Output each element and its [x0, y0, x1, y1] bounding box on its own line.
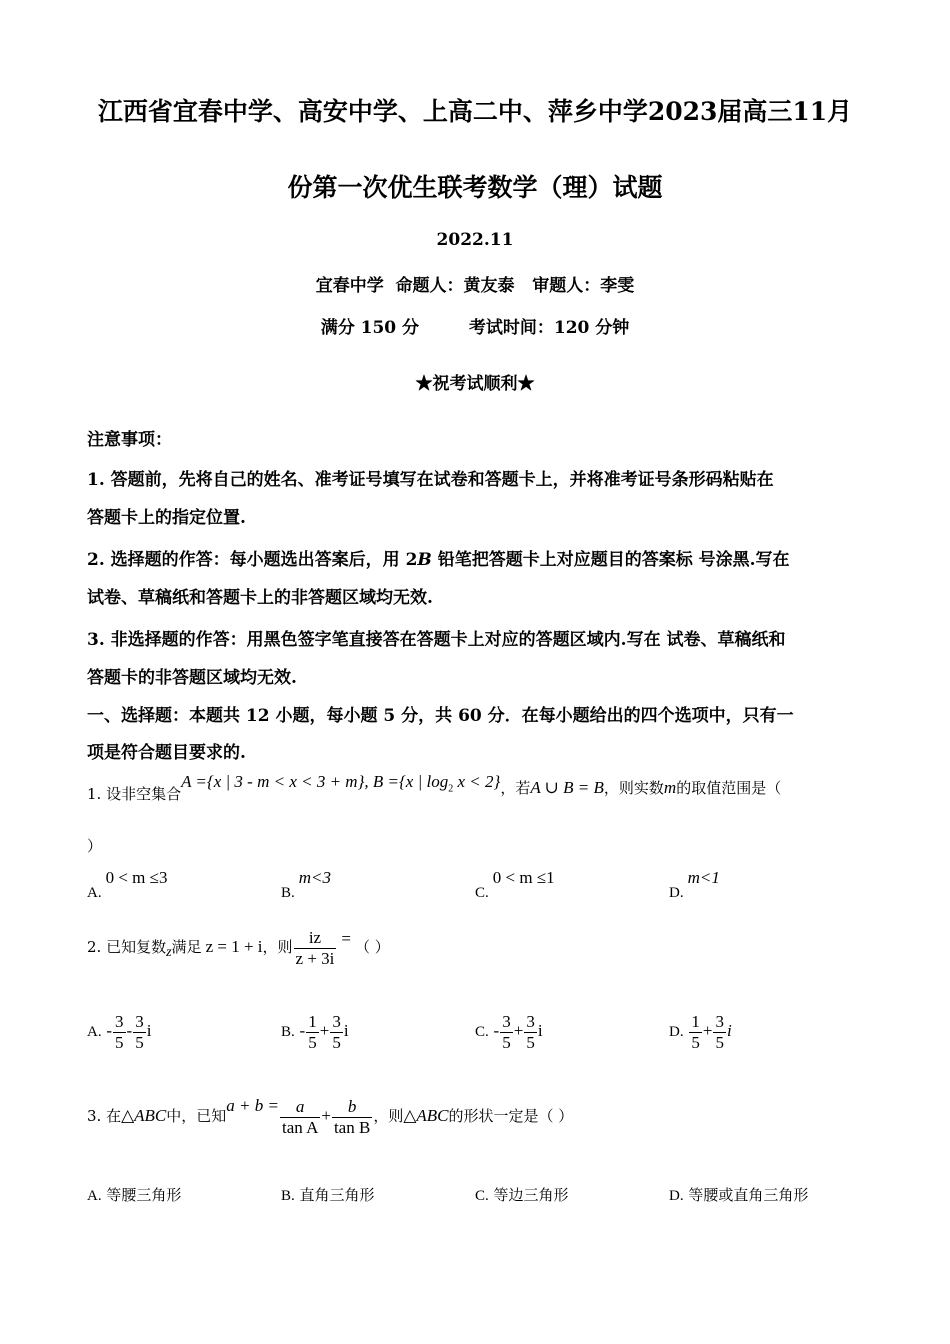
- q2-mid1: 满足: [171, 938, 202, 957]
- q3-fraction-1: $\frac{a}{\text{tan A}}$: [282, 1096, 319, 1137]
- q3-plus: +: [321, 1106, 331, 1125]
- q2-equals: =: [341, 929, 351, 949]
- note-3-line-2: 答题卡的非答题区域均无效.: [87, 668, 297, 688]
- title-line-1: 江西省宜春中学、高安中学、上高二中、萍乡中学2023届高三11月: [97, 97, 853, 126]
- q3-lhs: a + b =: [226, 1096, 279, 1115]
- q2-option-d[interactable]: D. $\frac{1}{5}$ + $\frac{3}{5}$ i: [669, 1012, 732, 1052]
- title-line-2: 份第一次优生联考数学（理）试题: [287, 173, 663, 202]
- q2-option-a[interactable]: A. - $\frac{3}{5}$ - $\frac{3}{5}$ i: [87, 1012, 152, 1052]
- q2-var-z: z: [166, 945, 172, 961]
- q1-prefix: 1. 设非空集合: [87, 785, 182, 803]
- q3-triangle-2: △ABC: [403, 1106, 449, 1125]
- q3-option-a[interactable]: A. 等腰三角形: [87, 1186, 182, 1204]
- q3-mid2: ，则: [373, 1107, 404, 1125]
- q3-mid1: 中，已知: [166, 1107, 227, 1125]
- note-2-line-2: 试卷、草稿纸和答题卡上的非答题区域均无效.: [87, 588, 433, 608]
- exam-time: 考试时间：120 分钟: [468, 318, 630, 338]
- notes-heading: 注意事项：: [87, 430, 172, 450]
- q2-option-c[interactable]: C. - $\frac{3}{5}$ + $\frac{3}{5}$ i: [475, 1012, 543, 1052]
- q1-option-b[interactable]: B.m<3: [281, 868, 332, 901]
- section-1-line-2: 项是符合题目要求的.: [87, 743, 246, 763]
- question-3-stem: [87, 1096, 573, 1137]
- q1-option-a[interactable]: A.0 < m ≤3: [87, 868, 168, 901]
- note-1-line-2: 答题卡上的指定位置.: [87, 508, 246, 528]
- question-1-stem: [87, 772, 781, 804]
- q3-fraction-2: $\frac{b}{\text{tan B}}$: [333, 1096, 371, 1137]
- q2-mid2: ，则: [262, 938, 293, 957]
- q1-set-a: A ={x | 3 - m < x < 3 + m}: [181, 772, 365, 791]
- exam-info: [0, 313, 950, 338]
- question-2-stem: [87, 928, 390, 968]
- q3-option-b[interactable]: B. 直角三角形: [281, 1186, 375, 1204]
- note-2-text-a: 2. 选择题的作答：每小题选出答案后，用 2: [87, 550, 418, 570]
- q3-option-c[interactable]: C. 等边三角形: [475, 1186, 569, 1204]
- q2-option-b[interactable]: B. - $\frac{1}{5}$ + $\frac{3}{5}$ i: [281, 1012, 349, 1052]
- q1-suffix-a: ，则实数: [603, 779, 664, 797]
- q1-var-m: m: [663, 778, 677, 797]
- q3-triangle: △ABC: [121, 1106, 167, 1125]
- blessing: ★祝考试顺利★: [415, 374, 535, 394]
- q3-prefix: 3. 在: [87, 1107, 122, 1125]
- authors: 宜春中学 命题人：黄友泰 审题人：李雯: [315, 276, 635, 296]
- q2-paren: （ ）: [354, 938, 390, 957]
- note-2-line-1: [87, 545, 790, 570]
- exam-date: 2022.11: [436, 230, 514, 250]
- q1-set-b: , B ={x | $\log_2 x < 2$}: [364, 772, 501, 795]
- note-2-text-c: 铅笔把答题卡上对应题目的答案标 号涂黑.写在: [431, 550, 790, 570]
- q2-eq: z = 1 + i: [205, 937, 263, 957]
- full-score: 满分 150 分: [320, 318, 420, 338]
- note-1-line-1: 1. 答题前，先将自己的姓名、准考证号填写在试卷和答题卡上，并将准考证号条形码粘贴在: [87, 470, 774, 490]
- q1-close-paren: ）: [87, 837, 103, 855]
- q2-prefix: 2. 已知复数: [87, 938, 167, 957]
- q2-fraction: $\frac{iz}{z + 3i}$: [295, 928, 335, 968]
- q1-option-d[interactable]: D.m<1: [669, 868, 720, 901]
- q1-condition: A ∪ B = B: [530, 778, 604, 797]
- q1-mid: ，若: [500, 779, 531, 797]
- q3-option-d[interactable]: D. 等腰或直角三角形: [669, 1186, 809, 1204]
- q1-suffix-b: 的取值范围是（: [676, 779, 782, 797]
- note-3-line-1: 3. 非选择题的作答：用黑色签字笔直接答在答题卡上对应的答题区域内.写在 试卷、草稿纸和: [87, 630, 786, 650]
- note-2-pencil-grade: B: [417, 550, 432, 570]
- q1-option-c[interactable]: C.0 < m ≤1: [475, 868, 555, 901]
- q3-suffix: 的形状一定是（ ）: [448, 1107, 574, 1125]
- section-1-line-1: 一、选择题：本题共 12 小题，每小题 5 分，共 60 分．在每小题给出的四个选项中，只有一: [87, 706, 794, 726]
